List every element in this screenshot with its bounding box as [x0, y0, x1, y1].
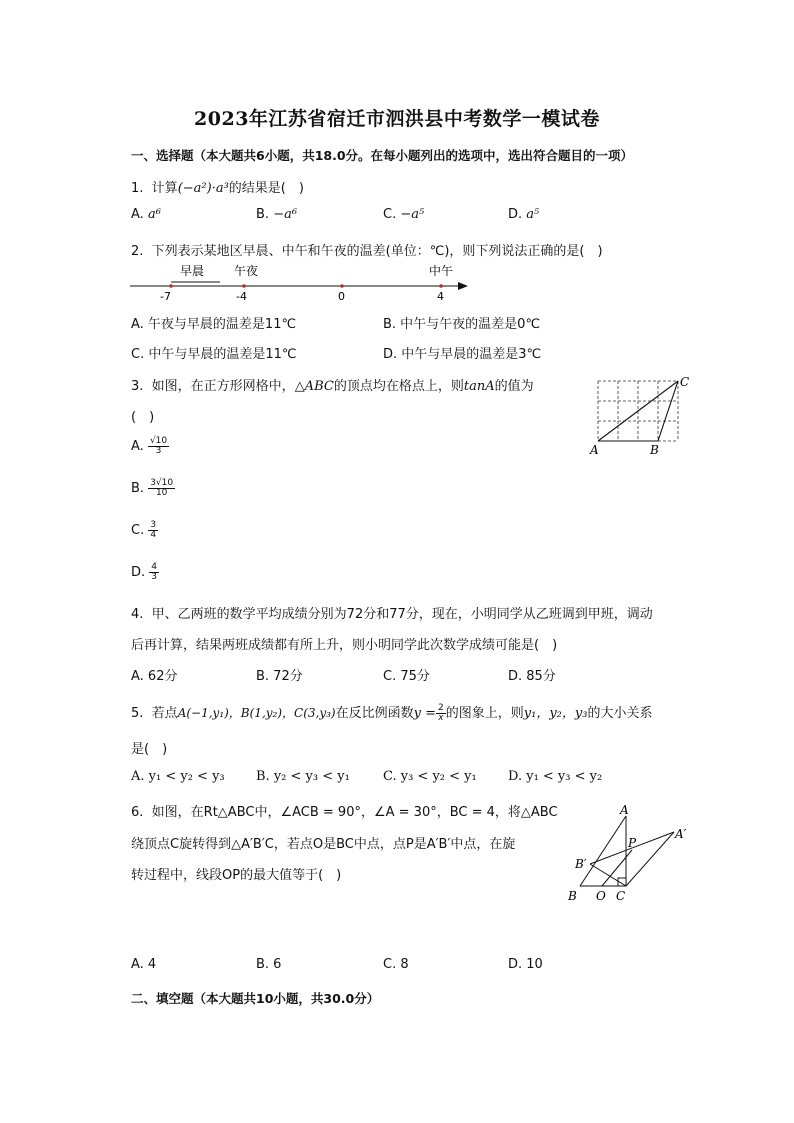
option-c: C. 8 — [383, 957, 409, 972]
option-d: D. $\frac{4}{3}$ — [131, 562, 158, 582]
question-number: 1. — [131, 181, 144, 196]
rotation-triangle-figure — [562, 800, 698, 906]
svg-text:A: A — [620, 803, 629, 817]
svg-text:C: C — [616, 889, 626, 903]
option-b: B. 中午与午夜的温差是0℃ — [383, 317, 541, 332]
number-line-figure — [128, 260, 473, 306]
question-4: 4. 甲、乙两班的数学平均成绩分别为72分和77分，现在，小明同学从乙班调到甲班，调动 — [131, 607, 653, 622]
svg-text:A′: A′ — [675, 827, 687, 841]
tick-label: 0 — [338, 290, 345, 303]
option-a: A. $\frac{√10}{3}$ — [131, 436, 168, 456]
option-b: B. 6 — [256, 957, 282, 972]
option-c: C. 中午与早晨的温差是11℃ — [131, 347, 297, 362]
option-a: A. a⁶ — [131, 207, 161, 222]
question-text: 下列表示某地区早晨、中午和午夜的温差(单位：℃)，则下列说法正确的是( ) — [151, 244, 603, 259]
tick-label: -4 — [236, 290, 247, 303]
label-morning: 早晨 — [180, 264, 205, 278]
option-c: C. 75分 — [383, 669, 430, 684]
question-number: 2. — [131, 244, 144, 259]
section-heading-choice: 一、选择题（本大题共6小题，共18.0分。在每小题列出的选项中，选出符合题目的一项） — [131, 148, 634, 163]
option-a: A. y₁ < y₂ < y₃ — [131, 769, 225, 784]
question-6-line3: 转过程中，线段OP的最大值等于( ) — [131, 868, 342, 883]
label-noon: 中午 — [429, 264, 454, 278]
math-expression: (−a²)·a³ — [177, 181, 229, 196]
tick-label: 4 — [437, 290, 444, 303]
option-d: D. 中午与早晨的温差是3℃ — [383, 347, 542, 362]
option-b: B. −a⁶ — [256, 207, 298, 222]
question-6-line2: 绕顶点C旋转得到△A′B′C，若点O是BC中点，点P是A′B′中点，在旋 — [131, 837, 516, 852]
option-c: C. y₃ < y₂ < y₁ — [383, 769, 477, 784]
option-d: D. 10 — [508, 957, 543, 972]
tick-label: -7 — [160, 290, 171, 303]
svg-text:C: C — [680, 375, 690, 389]
svg-text:P: P — [628, 836, 637, 850]
question-5: 5. 若点A(−1,y₁)，B(1,y₂)，C(3,y₃)在反比例函数y = $\frac{2}{x}$ 的图象上，则y₁，y₂，y₃的大小关系 — [131, 703, 653, 723]
option-b: B. 72分 — [256, 669, 303, 684]
option-d: D. 85分 — [508, 669, 556, 684]
grid-triangle-figure — [588, 374, 696, 460]
question-3: 3. 如图，在正方形网格中，△ABC的顶点均在格点上，则tanA的值为 — [131, 379, 534, 394]
question-5-line2: 是( ) — [131, 742, 168, 757]
question-text: 的结果是( ) — [228, 181, 304, 196]
option-d: D. y₁ < y₃ < y₂ — [508, 769, 603, 784]
section-heading-fill: 二、填空题（本大题共10小题，共30.0分） — [131, 991, 380, 1006]
question-1 — [131, 177, 304, 196]
svg-text:O: O — [596, 889, 606, 903]
svg-text:A: A — [590, 443, 599, 457]
option-b: B. $\frac{3√10}{10}$ — [131, 478, 174, 498]
question-paren: ( ) — [131, 410, 155, 425]
question-4-line2: 后再计算，结果两班成绩都有所上升，则小明同学此次数学成绩可能是( ) — [131, 638, 558, 653]
option-c: C. $\frac{3}{4}$ — [131, 520, 157, 540]
page-title: 2023年江苏省宿迁市泗洪县中考数学一模试卷 — [194, 108, 600, 130]
option-a: A. 62分 — [131, 669, 178, 684]
option-a: A. 4 — [131, 957, 157, 972]
label-midnight: 午夜 — [234, 264, 259, 278]
question-number: 3. — [131, 379, 144, 394]
svg-text:B: B — [568, 889, 577, 903]
svg-text:B: B — [650, 443, 659, 457]
svg-text:B′: B′ — [575, 857, 587, 871]
question-6: 6. 如图，在Rt△ABC中，∠ACB = 90°，∠A = 30°，BC = 4，将△ABC — [131, 805, 558, 820]
question-text: 计算 — [151, 181, 178, 196]
question-2 — [131, 240, 603, 259]
option-a: A. 午夜与早晨的温差是11℃ — [131, 317, 297, 332]
option-d: D. a⁵ — [508, 207, 540, 222]
option-b: B. y₂ < y₃ < y₁ — [256, 769, 350, 784]
option-c: C. −a⁵ — [383, 207, 425, 222]
